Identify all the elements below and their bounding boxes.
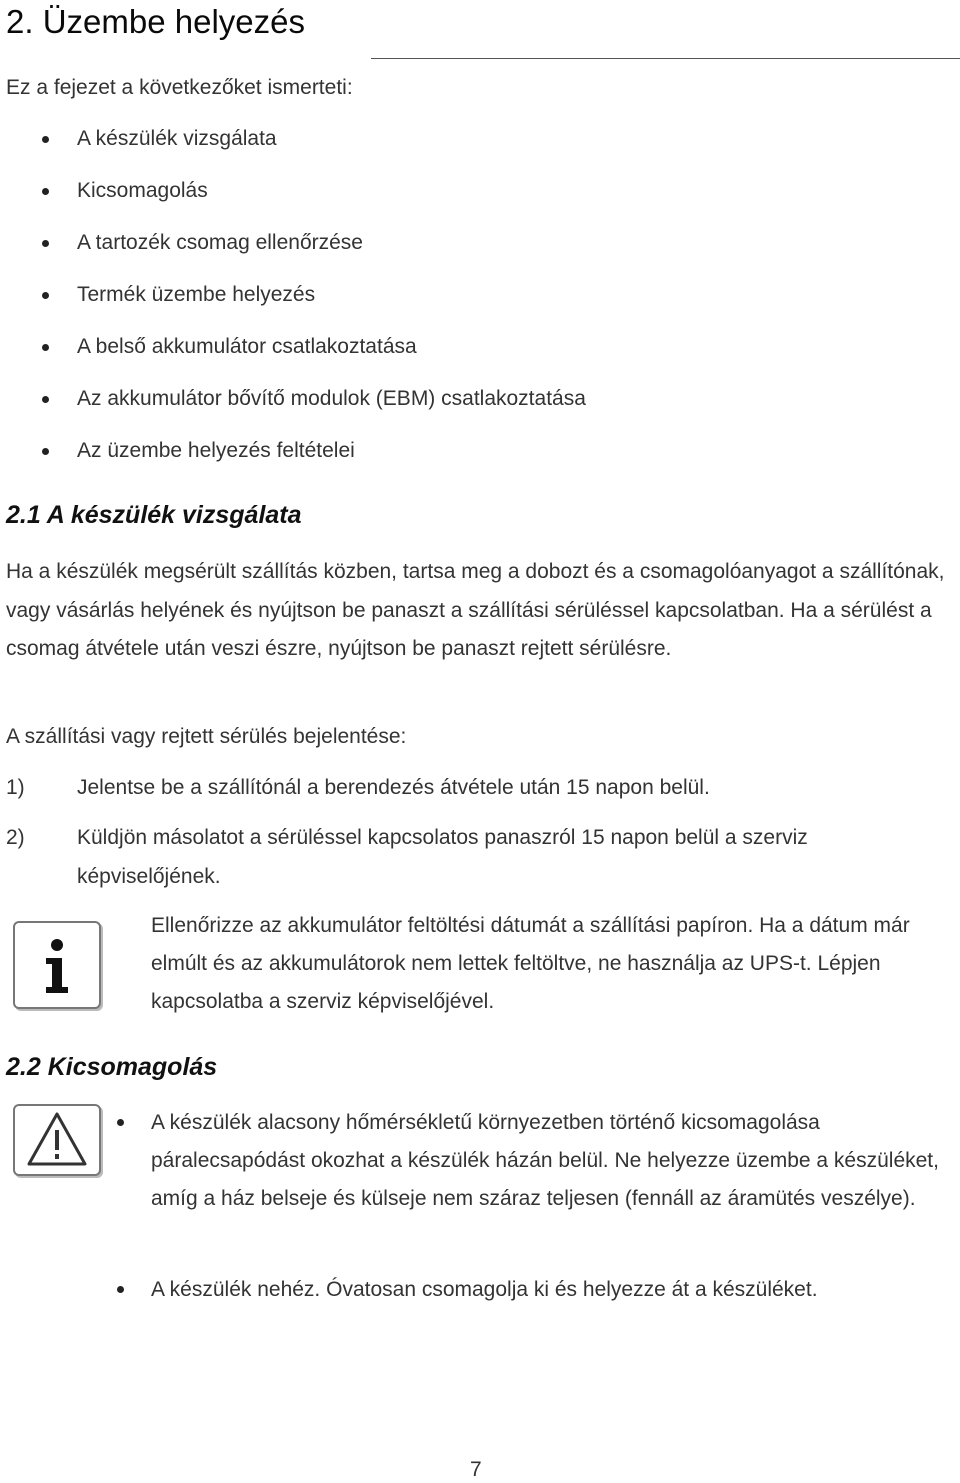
unpacking-warning-text: A készülék alacsony hőmérsékletű környezetben történő kicsomagolása páralecsapódást okozhat a készülék házán belül. Ne helyezze üzembe a készüléket, amíg a ház belseje és külseje nem száraz teljesen (fennáll az áramütés veszélye). [151, 1111, 939, 1210]
damage-report-intro: A szállítási vagy rejtett sérülés bejelentése: [6, 725, 407, 748]
step-number: 2) [6, 826, 25, 849]
bullet-icon [42, 136, 49, 143]
title-rule [371, 58, 960, 59]
section-title-inspection: 2.1 A készülék vizsgálata [6, 501, 302, 529]
bullet-icon [42, 240, 49, 247]
warning-icon [13, 1104, 101, 1176]
chapter-title: 2. Üzembe helyezés [6, 3, 305, 40]
inspection-paragraph: Ha a készülék megsérült szállítás közben, tartsa meg a dobozt és a csomagolóanyagot a szállítónak, vagy vásárlás helyének és nyújtson be panaszt a szállítási sérüléssel kapcsolatban. Ha a sérülést a csomag átvétele után veszi észre, nyújtson be panaszt rejtett sérülésre. [6, 560, 945, 660]
section-title-unpacking: 2.2 Kicsomagolás [6, 1053, 218, 1081]
bullet-icon [117, 1119, 124, 1126]
bullet-icon [42, 396, 49, 403]
bullet-icon [42, 292, 49, 299]
bullet-icon [117, 1286, 124, 1293]
step-text: Küldjön másolatot a sérüléssel kapcsolatos panaszról 15 napon belül a szerviz képviselőjének. [77, 826, 808, 888]
step-text: Jelentse be a szállítónál a berendezés átvétele után 15 napon belül. [77, 776, 710, 799]
note-text: Ellenőrizze az akkumulátor feltöltési dátumát a szállítási papíron. Ha a dátum már elmúlt és az akkumulátorok nem lettek feltöltve, ne használja az UPS-t. Lépjen kapcsolatba a szerviz képviselőjével. [151, 914, 910, 1013]
bullet-icon [42, 344, 49, 351]
heavy-unit-text: A készülék nehéz. Óvatosan csomagolja ki és helyezze át a készüléket. [151, 1278, 818, 1301]
page-number: 7 [470, 1458, 482, 1481]
list-item [151, 1271, 951, 1309]
step-number: 1) [6, 776, 25, 799]
bullet-icon [42, 448, 49, 455]
info-icon [13, 921, 101, 1009]
chapter-intro: Ez a fejezet a következőket ismerteti: [6, 76, 353, 99]
list-item [151, 1104, 951, 1218]
document-page: 2. Üzembe helyezés Ez a fejezet a következőket ismerteti: A készülék vizsgálata Kicsomagolás A tartozék csomag ellenőrzése Termék üzembe helyezés A belső akkumulátor csatlakoztatása Az akkumulátor bővítő modulok (EBM) csatlakoztatása Az üzembe helyezés feltételei 2.1 A készülék vizsgálata Ha a készülék megsérült szállítás közben, tartsa meg a dobozt és a csomagolóanyagot a szállítónak, vagy vásárlás helyének és nyújtson be panaszt a szállítási sérüléssel kapcsolatban. Ha a sérülést a csomag átvétele után veszi észre, nyújtson be panaszt rejtett sérülésre. A szállítási vagy rejtett sérülés bejelentése: 1) Jelentse be a szállítónál a berendezés átvétele után 15 napon belül. 2) Küldjön másolatot a sérüléssel kapcsolatos panaszról 15 napon belül a szerviz képviselőjének. Ellenőrizze az akkumulátor feltöltési dátumát a szállítási papíron. Ha a dátum már elmúlt és az akkumulátorok nem lettek feltöltve, ne használja az UPS-t. Lépjen kapcsolatba a szerviz képviselőjével. 2.2 Kicsomagolás A készülék alacsony hőmérsékletű környezetben történő kicsomagolása páralecsapódást okozhat a készülék házán belül. Ne helyezze üzembe a készüléket, amíg a ház belseje és külseje nem száraz teljesen (fennáll az áramütés veszélye). A készülék nehéz. Óvatosan csomagolja ki és helyezze át a készüléket. 7 [0, 0, 960, 1483]
bullet-icon [42, 188, 49, 195]
